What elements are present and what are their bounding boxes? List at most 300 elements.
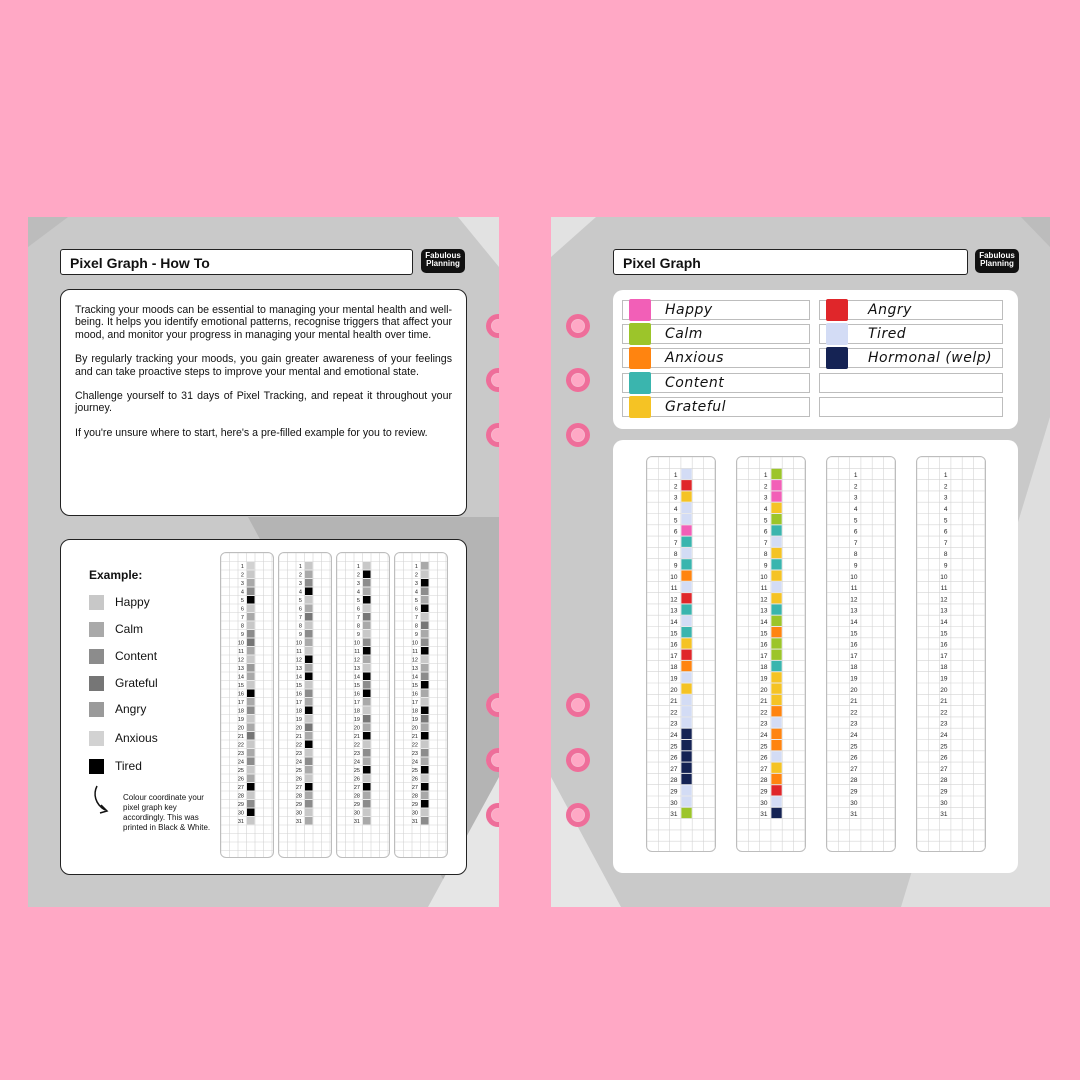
mood-pixel [363,664,371,672]
day-number: 6 [298,606,302,613]
day-number: 10 [940,573,948,581]
mood-pixel [247,749,255,757]
legend-item [89,701,146,717]
day-number: 18 [940,664,948,672]
day-number: 28 [353,793,360,800]
day-number: 30 [850,799,858,807]
mood-pixel [247,766,255,774]
day-number: 3 [240,581,244,588]
day-number: 22 [670,709,678,717]
legend-item [89,621,143,637]
day-number: 15 [760,630,768,638]
day-number: 16 [353,691,360,698]
day-number: 18 [670,664,678,672]
day-number: 28 [760,777,768,785]
pixel-grid [395,553,447,857]
right-page [551,217,1050,907]
day-number: 20 [760,686,768,694]
day-number: 25 [295,768,302,775]
day-number: 21 [670,698,678,706]
day-number: 3 [763,494,768,502]
day-number: 18 [353,708,360,715]
day-number: 7 [943,539,948,547]
day-number: 22 [353,742,360,749]
day-number: 9 [853,562,858,570]
day-number: 6 [763,528,768,536]
day-number: 10 [760,573,768,581]
day-number: 31 [237,819,244,826]
day-number: 25 [760,743,768,751]
day-number: 4 [240,589,244,596]
mood-pixel [305,596,313,604]
mood-pixel [305,562,313,570]
mood-pixel [421,664,429,672]
day-number: 16 [850,641,858,649]
mood-key-row[interactable] [819,373,1003,393]
day-number: 9 [763,562,768,570]
legend-item [89,675,158,691]
mood-pixel [681,661,691,671]
mood-pixel [421,792,429,800]
mood-key-row[interactable] [622,300,810,320]
day-number: 25 [850,743,858,751]
mood-swatch [629,299,651,321]
logo-text-bottom: Planning [426,259,460,268]
day-number: 6 [356,606,360,613]
mood-pixel [681,763,691,773]
mood-pixel [363,630,371,638]
day-number: 22 [411,742,418,749]
mood-pixel [421,707,429,715]
logo-text-top: Fabulous [425,251,461,260]
day-number: 10 [411,640,418,647]
day-number: 28 [295,793,302,800]
logo-text-bottom: Planning [980,259,1014,268]
day-number: 19 [760,675,768,683]
mood-label: Grateful [665,399,726,415]
pixel-strip [826,456,896,852]
day-number: 2 [356,572,360,579]
mood-pixel [681,514,691,524]
day-number: 26 [411,776,418,783]
mood-pixel [363,792,371,800]
intro-card [60,289,467,516]
legend-item [89,730,158,746]
day-number: 13 [760,607,768,615]
day-number: 16 [940,641,948,649]
mood-pixel [421,800,429,808]
mood-pixel [421,715,429,723]
day-number: 21 [353,734,360,741]
pixel-strip [278,552,332,858]
mood-pixel [421,732,429,740]
day-number: 4 [943,506,948,514]
mood-swatch [629,372,651,394]
mood-pixel [247,656,255,664]
mood-pixel [305,792,313,800]
binder-hole [566,314,590,338]
intro-paragraph-3: Challenge yourself to 31 days of Pixel Tracking, and repeat it throughout your journey. [75,390,452,415]
day-number: 24 [295,759,302,766]
pixel-strip [394,552,448,858]
day-number: 19 [295,717,302,724]
mood-pixel [681,559,691,569]
mood-pixel [305,588,313,596]
day-number: 23 [940,720,948,728]
mood-label: Anxious [665,350,724,366]
mood-pixel [305,579,313,587]
mood-pixel [771,785,781,795]
mood-pixel [421,622,429,630]
day-number: 23 [353,751,360,758]
day-number: 9 [414,632,418,639]
intro-paragraph-2: By regularly tracking your moods, you gain greater awareness of your feelings and can take proactive steps to improve your mental and emotional state. [75,353,452,378]
mood-pixel [247,707,255,715]
mood-pixel [681,650,691,660]
day-number: 14 [760,619,768,627]
curved-arrow-icon [91,784,117,816]
mood-pixel [247,690,255,698]
mood-pixel [305,656,313,664]
pixel-grid [221,553,273,857]
mood-key-row[interactable] [622,397,810,417]
day-number: 7 [356,615,360,622]
day-number: 2 [673,483,678,491]
day-number: 30 [670,799,678,807]
mood-pixel [681,695,691,705]
day-number: 6 [853,528,858,536]
mood-pixel [681,638,691,648]
day-number: 30 [295,810,302,817]
mood-pixel [305,681,313,689]
day-number: 31 [760,811,768,819]
day-number: 15 [940,630,948,638]
day-number: 27 [940,765,948,773]
day-number: 8 [298,623,302,630]
mood-pixel [421,809,429,817]
mood-pixel [363,775,371,783]
legend-swatch [89,595,104,610]
mood-pixel [421,681,429,689]
day-number: 21 [237,734,244,741]
day-number: 4 [853,506,858,514]
day-number: 28 [670,777,678,785]
day-number: 1 [298,564,302,571]
pixel-grid [647,457,715,851]
day-number: 23 [850,720,858,728]
mood-pixel [771,503,781,513]
day-number: 20 [295,725,302,732]
day-number: 2 [298,572,302,579]
day-number: 14 [411,674,418,681]
mood-pixel [363,562,371,570]
mood-pixel [681,672,691,682]
mood-pixel [247,732,255,740]
mood-pixel [247,647,255,655]
mood-pixel [681,604,691,614]
day-number: 30 [237,810,244,817]
binder-hole [566,423,590,447]
mood-pixel [305,707,313,715]
mood-pixel [305,622,313,630]
legend-item [89,648,157,664]
day-number: 13 [850,607,858,615]
mood-pixel [771,627,781,637]
day-number: 11 [412,649,418,656]
day-number: 13 [940,607,948,615]
mood-pixel [247,741,255,749]
day-number: 3 [673,494,678,502]
mood-pixel [305,766,313,774]
mood-key-row[interactable] [819,324,1003,344]
day-number: 30 [353,810,360,817]
mood-label: Tired [868,326,907,342]
binder-hole [566,693,590,717]
mood-pixel [305,741,313,749]
mood-pixel [681,537,691,547]
mood-pixel [363,724,371,732]
binder-hole [566,368,590,392]
day-number: 14 [353,674,360,681]
mood-pixel [247,698,255,706]
day-number: 17 [295,700,302,707]
mood-pixel [247,800,255,808]
pixel-strip [736,456,806,852]
day-number: 7 [673,539,678,547]
mood-key-row[interactable] [819,397,1003,417]
mood-pixel [681,740,691,750]
day-number: 12 [670,596,678,604]
mood-pixel [681,717,691,727]
day-number: 4 [414,589,418,596]
day-number: 11 [850,585,858,593]
mood-pixel [421,673,429,681]
mood-pixel [771,774,781,784]
logo-text-top: Fabulous [979,251,1015,260]
mood-pixel [771,491,781,501]
day-number: 28 [850,777,858,785]
day-number: 5 [414,598,418,605]
day-number: 22 [237,742,244,749]
day-number: 14 [940,619,948,627]
mood-pixel [305,571,313,579]
day-number: 11 [760,585,768,593]
day-number: 29 [295,802,302,809]
day-number: 7 [763,539,768,547]
day-number: 3 [853,494,858,502]
day-number: 12 [760,596,768,604]
day-number: 9 [673,562,678,570]
day-number: 16 [295,691,302,698]
day-number: 13 [237,666,244,673]
day-number: 12 [850,596,858,604]
mood-pixel [421,749,429,757]
day-number: 24 [237,759,244,766]
mood-key-row[interactable] [819,348,1003,368]
mood-pixel [771,582,781,592]
mood-pixel [305,715,313,723]
mood-pixel [363,783,371,791]
mood-pixel [681,503,691,513]
day-number: 29 [353,802,360,809]
mood-pixel [421,647,429,655]
mood-pixel [681,808,691,818]
day-number: 26 [237,776,244,783]
legend-label: Content [115,649,158,663]
mood-pixel [305,732,313,740]
mood-pixel [305,749,313,757]
day-number: 28 [940,777,948,785]
day-number: 27 [760,765,768,773]
day-number: 4 [673,506,678,514]
mood-pixel [247,681,255,689]
legend-item [89,758,142,774]
mood-pixel [363,579,371,587]
day-number: 11 [354,649,360,656]
mood-pixel [421,639,429,647]
mood-key-row[interactable] [819,300,1003,320]
day-number: 20 [940,686,948,694]
mood-pixel [771,706,781,716]
day-number: 23 [237,751,244,758]
mood-pixel [771,537,781,547]
mood-pixel [363,732,371,740]
intro-paragraph-1: Tracking your moods can be essential to managing your mental health and well-being. It helps you identify emotional patterns, recognise triggers that affect your mood, and monitor your progress in managing your mental health over time. [75,304,452,341]
day-number: 11 [238,649,244,656]
day-number: 9 [356,632,360,639]
legend-swatch [89,731,104,746]
mood-pixel [363,741,371,749]
day-number: 8 [414,623,418,630]
mood-pixel [771,763,781,773]
mood-pixel [247,579,255,587]
day-number: 5 [240,598,244,605]
mood-pixel [681,469,691,479]
legend-label: Tired [115,759,142,773]
day-number: 12 [940,596,948,604]
day-number: 24 [940,732,948,740]
page-title: Pixel Graph - How To [60,249,413,275]
mood-pixel [247,622,255,630]
mood-pixel [421,724,429,732]
mood-pixel [363,817,371,825]
mood-pixel [421,630,429,638]
mood-pixel [305,809,313,817]
mood-key-row[interactable] [622,348,810,368]
day-number: 5 [298,598,302,605]
mood-pixel [363,800,371,808]
legend-swatch [89,622,104,637]
day-number: 28 [237,793,244,800]
day-number: 28 [411,793,418,800]
day-number: 15 [237,683,244,690]
day-number: 10 [353,640,360,647]
mood-pixel [305,817,313,825]
day-number: 10 [670,573,678,581]
day-number: 20 [850,686,858,694]
day-number: 15 [850,630,858,638]
day-number: 29 [760,788,768,796]
colour-note: Colour coordinate your pixel graph key accordingly. This was printed in Black & White. [123,793,211,832]
day-number: 4 [298,589,302,596]
day-number: 9 [943,562,948,570]
day-number: 20 [411,725,418,732]
mood-pixel [771,559,781,569]
mood-key-row[interactable] [622,324,810,344]
mood-pixel [681,706,691,716]
mood-pixel [247,588,255,596]
day-number: 26 [670,754,678,762]
pixel-strip [646,456,716,852]
day-number: 8 [763,551,768,559]
mood-pixel [363,605,371,613]
mood-swatch [629,323,651,345]
mood-pixel [421,588,429,596]
mood-pixel [771,695,781,705]
mood-pixel [771,604,781,614]
day-number: 18 [760,664,768,672]
day-number: 31 [850,811,858,819]
mood-swatch [826,347,848,369]
day-number: 14 [670,619,678,627]
mood-pixel [771,638,781,648]
mood-pixel [681,729,691,739]
mood-pixel [771,808,781,818]
mood-pixel [305,647,313,655]
mood-pixel [421,613,429,621]
mood-pixel [247,596,255,604]
mood-pixel [771,751,781,761]
day-number: 17 [411,700,418,707]
pixel-strip [336,552,390,858]
day-number: 5 [943,517,948,525]
day-number: 30 [760,799,768,807]
mood-pixel [363,647,371,655]
mood-pixel [771,717,781,727]
day-number: 6 [943,528,948,536]
left-page [28,217,499,907]
mood-label: Hormonal (welp) [868,350,993,366]
mood-pixel [421,817,429,825]
mood-pixel [771,616,781,626]
day-number: 15 [295,683,302,690]
day-number: 5 [673,517,678,525]
day-number: 24 [760,732,768,740]
mood-swatch [826,323,848,345]
mood-pixel [771,797,781,807]
legend-label: Angry [115,702,147,716]
day-number: 16 [760,641,768,649]
mood-pixel [363,766,371,774]
mood-pixel [771,469,781,479]
day-number: 13 [670,607,678,615]
mood-pixel [363,698,371,706]
day-number: 19 [940,675,948,683]
day-number: 8 [240,623,244,630]
day-number: 18 [850,664,858,672]
day-number: 17 [237,700,244,707]
day-number: 27 [353,785,360,792]
day-number: 17 [850,652,858,660]
mood-pixel [305,775,313,783]
day-number: 30 [411,810,418,817]
mood-key-row[interactable] [622,373,810,393]
day-number: 10 [237,640,244,647]
mood-pixel [247,571,255,579]
day-number: 11 [940,585,948,593]
mood-pixel [305,758,313,766]
day-number: 7 [240,615,244,622]
